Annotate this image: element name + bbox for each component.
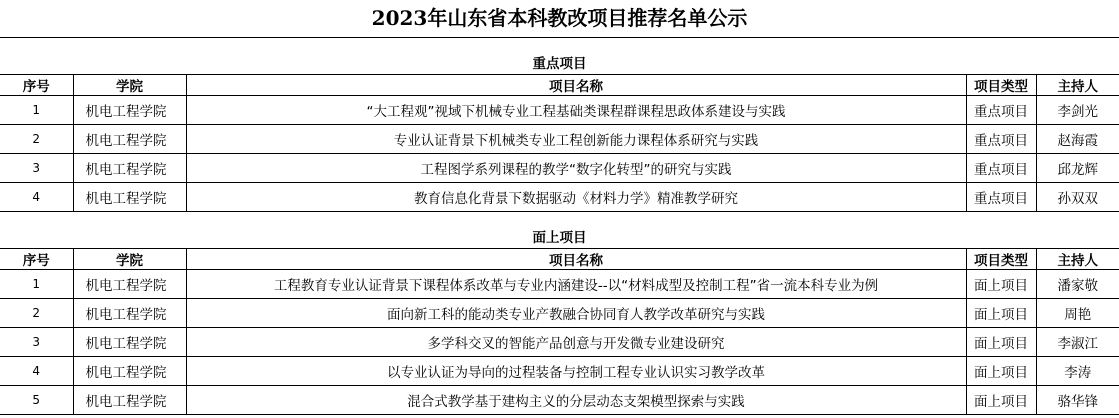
row-index: 3 (0, 154, 73, 183)
row-project-name: 以专业认证为导向的过程装备与控制工程专业认识实习教学改革 (186, 357, 966, 386)
row-school: 机电工程学院 (73, 299, 186, 328)
table-row (0, 328, 1119, 357)
row-host: 骆华锋 (1036, 386, 1119, 415)
row-project-type: 面上项目 (966, 386, 1036, 415)
row-host: 赵海霞 (1036, 125, 1119, 154)
row-host: 孙双双 (1036, 183, 1119, 212)
row-host: 李剑光 (1036, 96, 1119, 125)
project-type-header: 项目类型 (966, 249, 1036, 270)
row-project-type: 重点项目 (966, 96, 1036, 125)
row-project-type: 面上项目 (966, 299, 1036, 328)
row-project-name: “大工程观”视域下机械专业工程基础类课程群课程思政体系建设与实践 (186, 96, 966, 125)
row-school: 机电工程学院 (73, 328, 186, 357)
table-row (0, 96, 1119, 125)
row-index: 5 (0, 386, 73, 415)
row-index: 1 (0, 270, 73, 299)
row-project-type: 面上项目 (966, 270, 1036, 299)
project-name-header: 项目名称 (186, 75, 966, 96)
table-row (0, 386, 1119, 415)
row-project-type: 重点项目 (966, 183, 1036, 212)
row-host: 潘家敬 (1036, 270, 1119, 299)
row-project-name: 专业认证背景下机械类专业工程创新能力课程体系研究与实践 (186, 125, 966, 154)
section-title: 面上项目 (0, 212, 1119, 249)
table-header-row (0, 75, 1119, 96)
page-title: 2023年山东省本科教改项目推荐名单公示 (0, 0, 1119, 38)
section-heading-row (0, 38, 1119, 75)
table-row (0, 125, 1119, 154)
row-school: 机电工程学院 (73, 154, 186, 183)
table-row (0, 357, 1119, 386)
row-index: 4 (0, 357, 73, 386)
row-host: 周艳 (1036, 299, 1119, 328)
row-school: 机电工程学院 (73, 125, 186, 154)
section-title: 重点项目 (0, 38, 1119, 75)
row-host: 邱龙辉 (1036, 154, 1119, 183)
row-host: 李淑江 (1036, 328, 1119, 357)
row-school: 机电工程学院 (73, 386, 186, 415)
index-header: 序号 (0, 249, 73, 270)
section-heading-row (0, 212, 1119, 249)
row-index: 2 (0, 299, 73, 328)
row-host: 李涛 (1036, 357, 1119, 386)
row-school: 机电工程学院 (73, 183, 186, 212)
table-row (0, 270, 1119, 299)
row-project-type: 重点项目 (966, 125, 1036, 154)
row-index: 3 (0, 328, 73, 357)
row-project-type: 重点项目 (966, 154, 1036, 183)
row-school: 机电工程学院 (73, 270, 186, 299)
host-header: 主持人 (1036, 75, 1119, 96)
row-school: 机电工程学院 (73, 96, 186, 125)
host-header: 主持人 (1036, 249, 1119, 270)
table-row (0, 183, 1119, 212)
row-project-name: 教育信息化背景下数据驱动《材料力学》精准教学研究 (186, 183, 966, 212)
project-type-header: 项目类型 (966, 75, 1036, 96)
row-school: 机电工程学院 (73, 357, 186, 386)
row-index: 1 (0, 96, 73, 125)
table-row (0, 154, 1119, 183)
table-row (0, 299, 1119, 328)
row-project-name: 工程教育专业认证背景下课程体系改革与专业内涵建设--以“材料成型及控制工程”省一流本科专业为例 (186, 270, 966, 299)
project-name-header: 项目名称 (186, 249, 966, 270)
row-project-name: 面向新工科的能动类专业产教融合协同育人教学改革研究与实践 (186, 299, 966, 328)
school-header: 学院 (73, 75, 186, 96)
row-project-type: 面上项目 (966, 328, 1036, 357)
project-table (0, 38, 1119, 415)
row-project-type: 面上项目 (966, 357, 1036, 386)
table-header-row (0, 249, 1119, 270)
school-header: 学院 (73, 249, 186, 270)
row-project-name: 多学科交叉的智能产品创意与开发微专业建设研究 (186, 328, 966, 357)
row-project-name: 混合式教学基于建构主义的分层动态支架模型探索与实践 (186, 386, 966, 415)
row-index: 2 (0, 125, 73, 154)
row-index: 4 (0, 183, 73, 212)
index-header: 序号 (0, 75, 73, 96)
row-project-name: 工程图学系列课程的教学“数字化转型”的研究与实践 (186, 154, 966, 183)
